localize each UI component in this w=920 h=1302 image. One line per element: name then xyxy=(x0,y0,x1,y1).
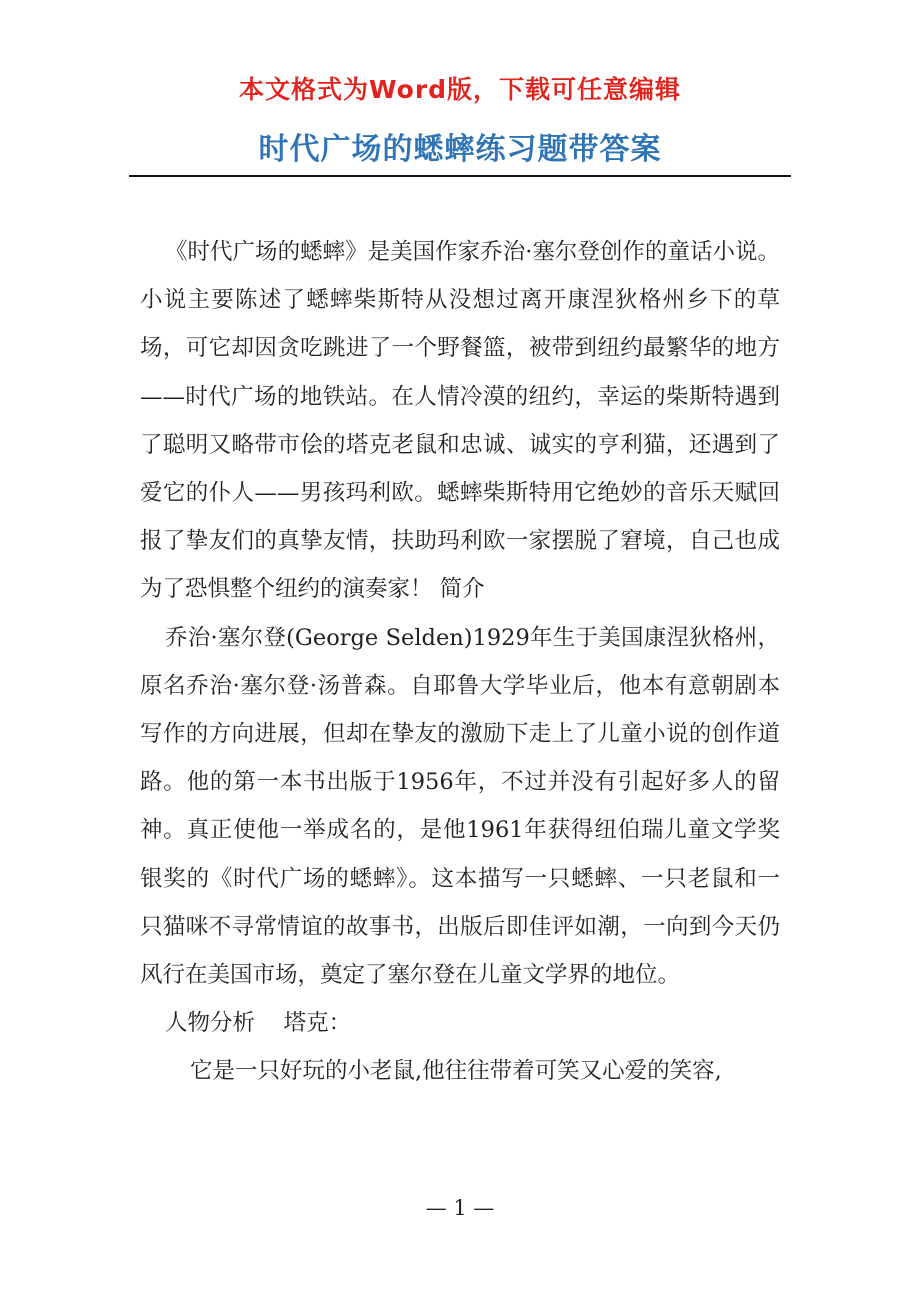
paragraph-intro: 《时代广场的蟋蟀》是美国作家乔治·塞尔登创作的童话小说。小说主要陈述了蟋蟀柴斯特从没想过离开康涅狄格州乡下的草场，可它却因贪吃跳进了一个野餐篮，被带到纽约最繁华的地方——时代广场的地铁站。在人情冷漠的纽约，幸运的柴斯特遇到了聪明又略带市侩的塔克老鼠和忠诚、诚实的亨利猫，还遇到了爱它的仆人——男孩玛利欧。蟋蟀柴斯特用它绝妙的音乐天赋回报了挚友们的真挚友情，扶助玛利欧一家摆脱了窘境，自己也成为了恐惧整个纽约的演奏家！ 简介 xyxy=(140,239,780,603)
paragraph-author: 乔治·塞尔登(George Selden)1929年生于美国康涅狄格州，原名乔治·塞尔登·汤普森。自耶鲁大学毕业后，他本有意朝剧本写作的方向进展，但却在挚友的激励下走上了儿童小说的创作道路。他的第一本书出版于1956年，不过并没有引起好多人的留神。真正使他一举成名的，是他1961年获得纽伯瑞儿童文学奖银奖的《时代广场的蟋蟀》。这本描写一只蟋蟀、一只老鼠和一只猫咪不寻常情谊的故事书，出版后即佳评如潮，一向到今天仍风行在美国市场，奠定了塞尔登在儿童文学界的地位。 xyxy=(140,624,780,989)
title-divider xyxy=(129,175,791,177)
page-number: — 1 — xyxy=(425,1196,495,1220)
document-body xyxy=(140,228,780,1096)
document-title: 时代广场的蟋蟀练习题带答案 xyxy=(258,132,662,167)
paragraph-character-heading: 人物分析 塔克： xyxy=(165,1010,352,1037)
download-notice: 本文格式为Word版，下载可任意编辑 xyxy=(238,75,682,104)
paragraph-tucker: 它是一只好玩的小老鼠,他往往带着可笑又心爱的笑容, xyxy=(190,1058,722,1085)
